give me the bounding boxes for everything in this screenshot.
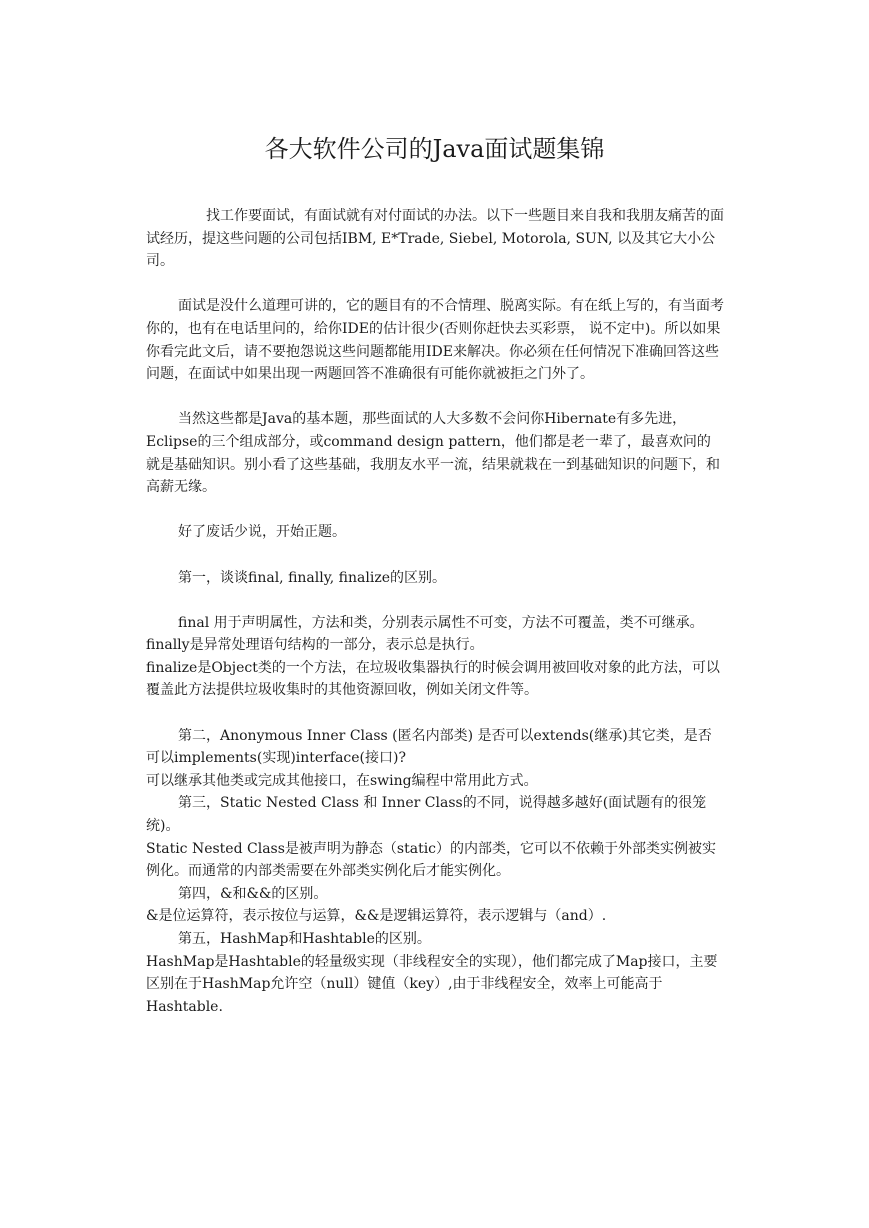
answer-2: 可以继承其他类或完成其他接口，在swing编程中常用此方式。 (146, 772, 538, 789)
answer-5: HashMap是Hashtable的轻量级实现（非线程安全的实现），他们都完成了Map接口，主要区别在于HashMap允许空（null）键值（key）,由于非线程安全，效率上可能高于Hashtable. (146, 953, 718, 1015)
answer-4: &是位运算符，表示按位与运算，&&是逻辑运算符，表示逻辑与（and）. (146, 908, 607, 925)
paragraph-basics: 当然这些都是Java的基本题，那些面试的人大多数不会问你Hibernate有多先进，Eclipse的三个组成部分，或command design pattern，他们都是老一辈了，最喜欢问的就是基础知识。别小看了这些基础，我朋友水平一流，结果就栽在一到基础知识的问题下，和高薪无缘。 (146, 411, 720, 496)
paragraph-start: 好了废话少说，开始正题。 (178, 524, 346, 541)
document-body (146, 205, 724, 1018)
paragraph-interview-nature: 面试是没什么道理可讲的，它的题目有的不合情理、脱离实际。有在纸上写的，有当面考你的，也有在电话里问的，给你IDE的估计很少(否则你赶快去买彩票， 说不定中)。所以如果你看完此文后，请不要抱怨说这些问题都能用IDE来解决。你必须在任何情况下准确回答这些问题，在面试中如果出现一两题回答不准确很有可能你就被拒之门外了。 (146, 298, 724, 383)
question-1: 第一，谈谈final, finally, finalize的区别。 (178, 569, 447, 586)
question-3: 第三，Static Nested Class 和 Inner Class的不同，说得越多越好(面试题有的很笼统)。 (146, 795, 707, 835)
question-2: 第二，Anonymous Inner Class (匿名内部类) 是否可以extends(继承)其它类，是否可以implements(实现)interface(接口)? (146, 727, 712, 767)
document-title: 各大软件公司的Java面试题集锦 (264, 135, 605, 163)
answer-1-final: final 用于声明属性，方法和类，分别表示属性不可变，方法不可覆盖，类不可继承。 (178, 614, 704, 631)
answer-1-finalize: finalize是Object类的一个方法，在垃圾收集器执行的时候会调用被回收对象的此方法，可以覆盖此方法提供垃圾收集时的其他资源回收，例如关闭文件等。 (146, 659, 720, 699)
question-5: 第五，HashMap和Hashtable的区别。 (178, 931, 431, 947)
answer-1-finally: finally是异常处理语句结构的一部分，表示总是执行。 (146, 637, 484, 654)
intro-paragraph: 找工作要面试，有面试就有对付面试的办法。以下一些题目来自我和我朋友痛苦的面试经历，提这些问题的公司包括IBM, E*Trade, Siebel, Motorola, SUN, 以及其它大小公司。 (146, 208, 724, 270)
question-4: 第四，&和&&的区别。 (178, 885, 328, 902)
answer-3: Static Nested Class是被声明为静态（static）的内部类，它可以不依赖于外部类实例被实例化。而通常的内部类需要在外部类实例化后才能实例化。 (146, 840, 717, 880)
